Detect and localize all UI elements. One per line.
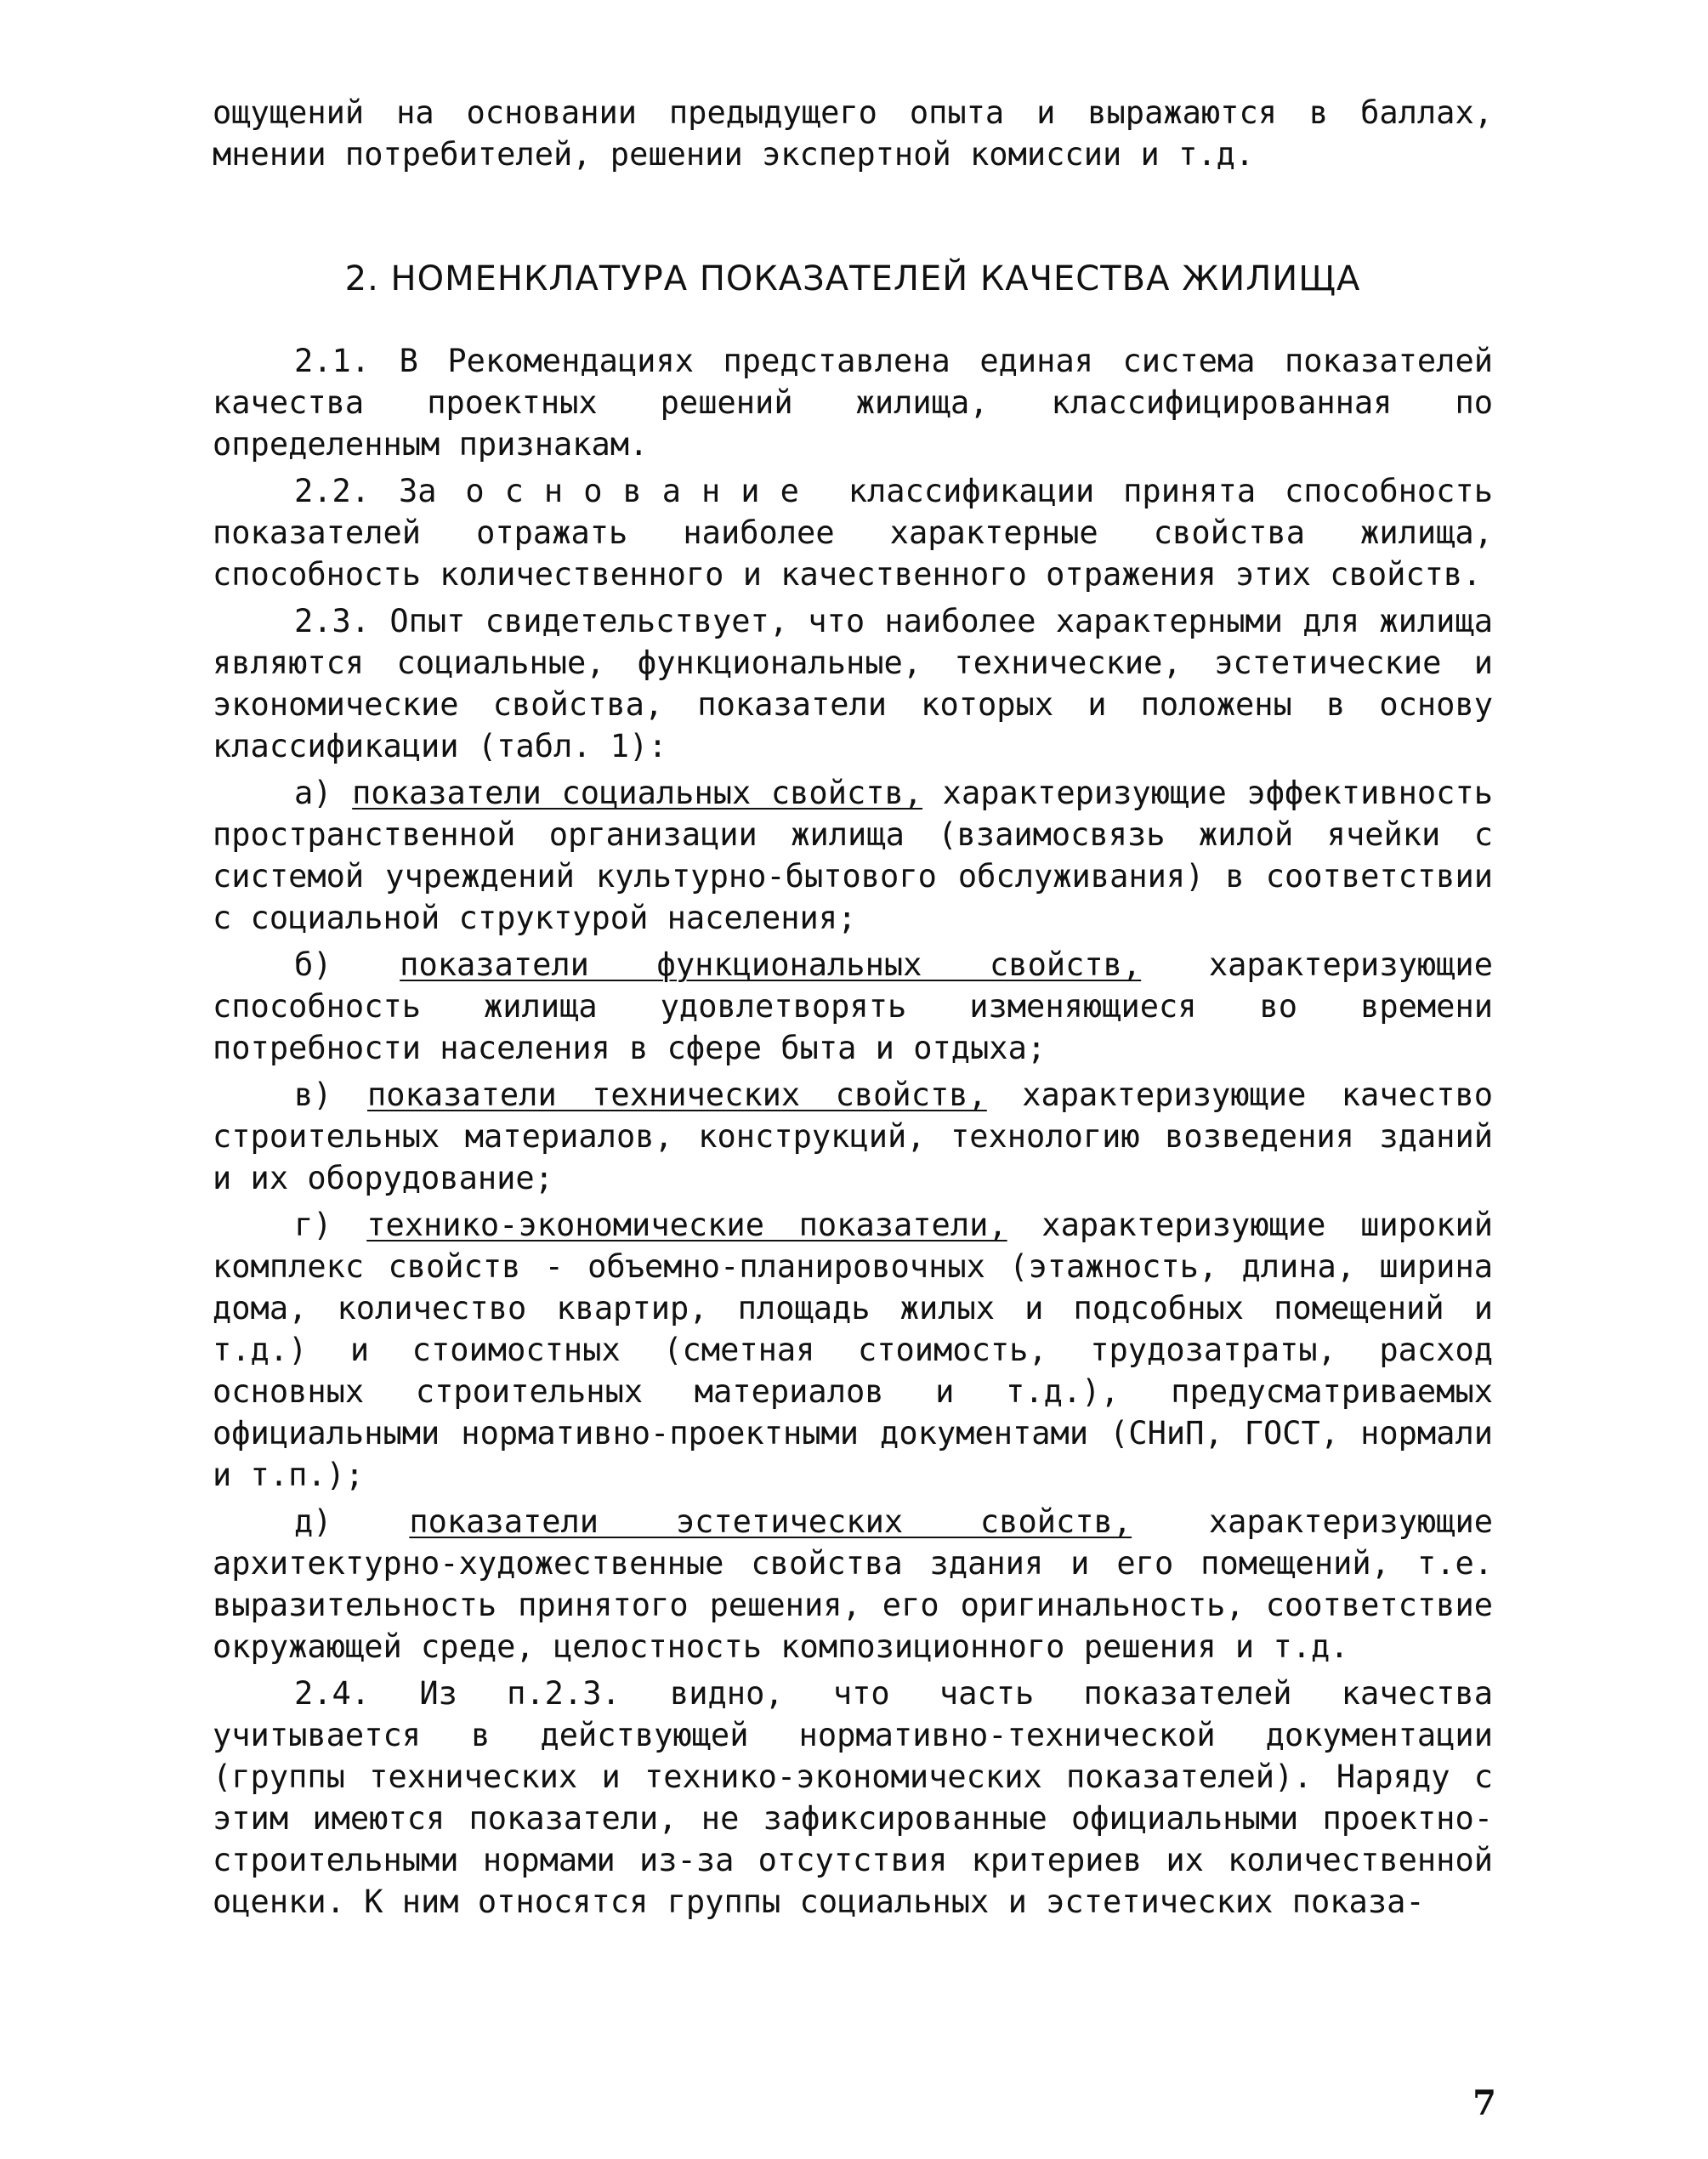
list-item-term: показатели технических свойств, (366, 1077, 987, 1113)
list-item-b (213, 944, 1493, 1069)
paragraph-2-4: 2.4. Из п.2.3. видно, что часть показателей качества учитывается в действующей нормативно-технической документации (группы технических и технико-экономических показателей). Наряду с этим имеются показатели, не зафиксированные официальными проектно-строительными нормами из-за отсутствия критериев их количественной оценки. К ним относятся группы социальных и эстетических показа- (213, 1675, 1493, 1920)
list-item-text: характеризующие архитектурно-художественные свойства здания и его помещений, т.е. выразительность принятого решения, его оригинальность, соответствие окружающей среде, целостность композиционного решения и т.д. (213, 1503, 1494, 1665)
body-text (213, 340, 1493, 1923)
list-item-text: характеризующие качество строительных материалов, конструкций, технологию возведения зданий и их оборудование; (213, 1077, 1493, 1196)
list-item-marker: г) (294, 1207, 367, 1243)
list-item-text: характеризующие эффективность пространственной организации жилища (взаимосвязь жилой ячейки с системой учреждений культурно-бытового обслуживания) в соответствии с социальной структурой населения; (213, 775, 1493, 936)
list-item-text: характеризующие широкий комплекс свойств - объемно-планировочных (этажность, длина, ширина дома, количество квартир, площадь жилых и подсобных помещений и т.д.) и стоимостных (сметная стоимость, трудозатраты, расход основных строительных материалов и т.д.), предусматриваемых официальными нормативно-проектными документами (СНиП, ГОСТ, нормали и т.п.); (213, 1207, 1493, 1493)
list-item-term: показатели эстетических свойств, (409, 1503, 1132, 1540)
list-item-marker: а) (294, 775, 353, 811)
page-number: 7 (1473, 2083, 1496, 2123)
intro-paragraph: ощущений на основании предыдущего опыта и выражаются в баллах, мнении потребителей, решении экспертной комиссии и т.д. (213, 94, 1493, 173)
list-item-marker: д) (294, 1503, 410, 1540)
section-heading: 2. НОМЕНКЛАТУРА ПОКАЗАТЕЛЕЙ КАЧЕСТВА ЖИЛИЩА (344, 259, 1361, 298)
paragraph-2-1: 2.1. В Рекомендациях представлена единая система показателей качества проектных решений жилища, классифицированная по определенным признакам. (213, 343, 1493, 463)
paragraph-2-3: 2.3. Опыт свидетельствует, что наиболее характерными для жилища являются социальные, функциональные, технические, эстетические и экономические свойства, показатели которых и положены в основу классификации (табл. 1): (213, 603, 1493, 764)
list-item-d (213, 1501, 1493, 1668)
list-item-term: показатели социальных свойств, (352, 775, 923, 811)
list-item-a (213, 772, 1493, 939)
paragraph-2-2 (213, 470, 1493, 595)
list-item-term: технико-экономические показатели, (366, 1207, 1007, 1243)
paragraph-2-2-lead: 2.2. За (294, 473, 466, 509)
list-item-marker: б) (294, 946, 400, 983)
paragraph-2-2-rest: классификации принята способность показателей отражать наиболее характерные свойства жилища, способность количественного и качественного отражения этих свойств. (213, 473, 1493, 593)
list-item-v (213, 1074, 1493, 1199)
list-item-g (213, 1204, 1493, 1496)
paragraph-2-2-spaced-word: основание (465, 473, 820, 509)
intro-block (213, 92, 1493, 175)
list-item-text: характеризующие способность жилища удовлетворять изменяющиеся во времени потребности населения в сфере быта и отдыха; (213, 946, 1493, 1066)
list-item-term: показатели функциональных свойств, (400, 946, 1142, 983)
list-item-marker: в) (294, 1077, 367, 1113)
